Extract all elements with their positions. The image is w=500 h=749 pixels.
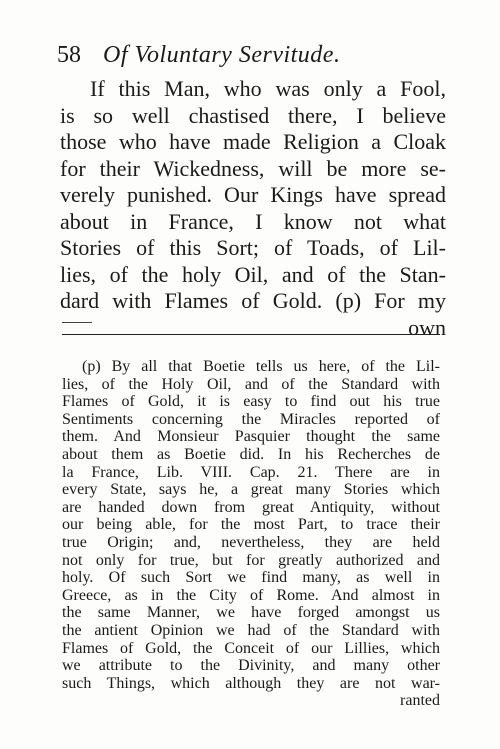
footnote-line: Sentiments concerning the Miracles reported of — [62, 410, 440, 428]
footnote-catchword: ranted — [400, 692, 440, 710]
page-number: 58 — [57, 42, 81, 68]
running-title: Of Voluntary Servitude. — [103, 42, 341, 68]
main-text-line: dard with Flames of Gold. (p) For my — [60, 288, 446, 313]
page-header — [57, 42, 447, 72]
footnote-line: about them as Boetie did. In his Recherches de — [62, 445, 440, 463]
footnote-line: (p) By all that Boetie tells us here, of the Lil- — [82, 358, 440, 375]
main-text-line: lies, of the holy Oil, and of the Stan- — [60, 261, 446, 287]
footnote-line: the same Manner, we have forged amongst us — [62, 604, 440, 622]
footnote-line: lies, of the Holy Oil, and of the Standard with — [62, 375, 440, 393]
main-text — [60, 76, 446, 341]
main-text-line: for their Wickedness, will be more se- — [60, 155, 446, 181]
main-text-line: verely punished. Our Kings have spread — [60, 182, 446, 207]
footnote-line: our being able, for the most Part, to trace their — [62, 516, 440, 534]
footnote-line: the antient Opinion we had of the Standard with — [62, 621, 440, 639]
main-text-line: If this Man, who was only a Fool, — [90, 76, 446, 101]
footnote-line: Flames of Gold, the Conceit of our Lillies, which — [62, 639, 440, 657]
footnote-line: Flames of Gold, it is easy to find out his true — [62, 393, 440, 411]
footnote-line: are handed down from great Antiquity, without — [62, 498, 440, 516]
footnote-line: la France, Lib. VIII. Cap. 21. There are in — [62, 463, 440, 481]
main-text-line: about in France, I know not what — [60, 208, 446, 234]
main-text-line: Stories of this Sort; of Toads, of Lil- — [60, 235, 446, 260]
footnote-line: holy. Of such Sort we find many, as well in — [62, 569, 440, 587]
footnote-short-rule — [62, 322, 92, 323]
footnote-rule — [62, 334, 440, 335]
footnote-line: Greece, as in the City of Rome. And almost in — [62, 586, 440, 604]
footnote-line: every State, says he, a great many Stories which — [62, 481, 440, 499]
footnote-line: not only for true, but for greatly authorized and — [62, 551, 440, 569]
footnote-line: them. And Monsieur Pasquier thought the same — [62, 428, 440, 446]
catchword: own — [408, 314, 446, 340]
footnote-line: we attribute to the Divinity, and many other — [62, 657, 440, 675]
footnote-line: true Origin; and, nevertheless, they are held — [62, 533, 440, 551]
footnote — [62, 358, 440, 710]
footnote-line: such Things, which although they are not war- — [62, 674, 440, 692]
main-text-line: is so well chastised there, I believe — [60, 102, 446, 128]
main-text-line: those who have made Religion a Cloak — [60, 129, 446, 154]
